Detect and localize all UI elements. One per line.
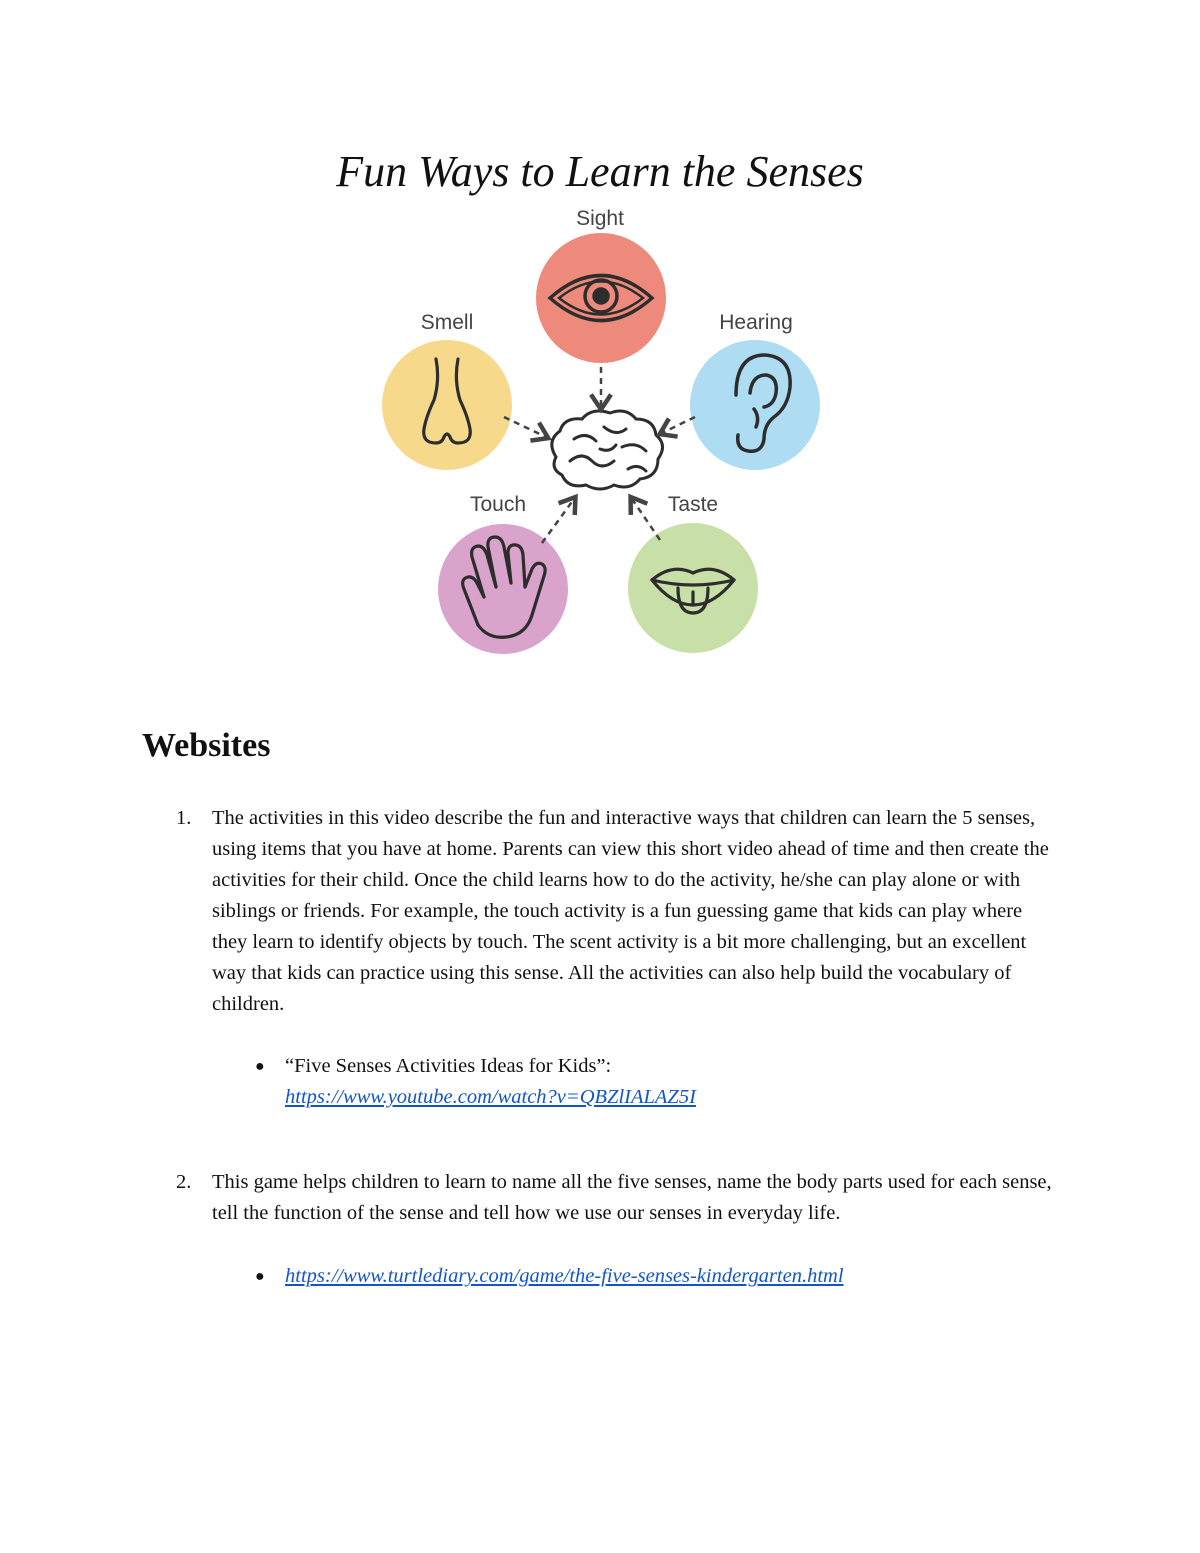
brain-icon — [552, 411, 663, 489]
sense-taste — [628, 493, 758, 653]
sense-hearing — [690, 311, 820, 470]
bullet-list-2 — [142, 1261, 1062, 1292]
sense-label-sight: Sight — [576, 207, 624, 230]
smell-circle — [382, 340, 512, 470]
arrow-hearing — [662, 417, 695, 433]
list-number: 1. — [176, 807, 192, 829]
taste-circle — [628, 523, 758, 653]
turtlediary-link[interactable]: https://www.turtlediary.com/game/the-five-senses-kindergarten.html — [285, 1265, 844, 1287]
page-title: Fun Ways to Learn the Senses — [336, 147, 864, 196]
bullet-item — [257, 1051, 1062, 1113]
arrow-taste — [632, 499, 660, 540]
list-item-2 — [142, 1167, 1062, 1229]
bullet-item — [257, 1261, 1062, 1292]
bullet-dot-icon: ● — [255, 1058, 265, 1075]
arrow-smell — [504, 417, 546, 437]
bullet-list-1 — [142, 1051, 1062, 1113]
bullet-text: “Five Senses Activities Ideas for Kids”: — [285, 1055, 612, 1077]
sense-sight — [536, 207, 666, 363]
list-item-text: The activities in this video describe the fun and interactive ways that children can learn the 5 senses, using items that you have at home. Parents can view this short video ahead of time and then create the activities for their child. Once the child learns how to do the activity, he/she can play alone or with siblings or friends. For example, the touch activity is a fun guessing game that kids can play where they learn to identify objects by touch. The scent activity is a bit more challenging, but an excellent way that kids can practice using this sense. All the activities can also help build the vocabulary of children. — [212, 807, 1049, 1015]
websites-heading: Websites — [142, 727, 271, 764]
youtube-link[interactable]: https://www.youtube.com/watch?v=QBZlIALAZ5I — [285, 1086, 696, 1108]
sense-label-taste: Taste — [667, 493, 719, 516]
list-item-1 — [142, 803, 1062, 1020]
sense-label-touch: Touch — [469, 493, 527, 516]
list-item-text: This game helps children to learn to name all the five senses, name the body parts used for each sense, tell the function of the sense and tell how we use our senses in everyday life. — [212, 1171, 1052, 1224]
list-number: 2. — [176, 1171, 192, 1193]
arrow-touch — [542, 499, 574, 543]
sense-label-hearing: Hearing — [719, 311, 793, 334]
sense-label-smell: Smell — [420, 311, 474, 334]
sense-touch — [438, 493, 568, 654]
sense-smell — [382, 311, 512, 470]
five-senses-svg — [360, 195, 840, 665]
five-senses-diagram — [360, 195, 840, 665]
bullet-dot-icon: ● — [255, 1268, 265, 1285]
